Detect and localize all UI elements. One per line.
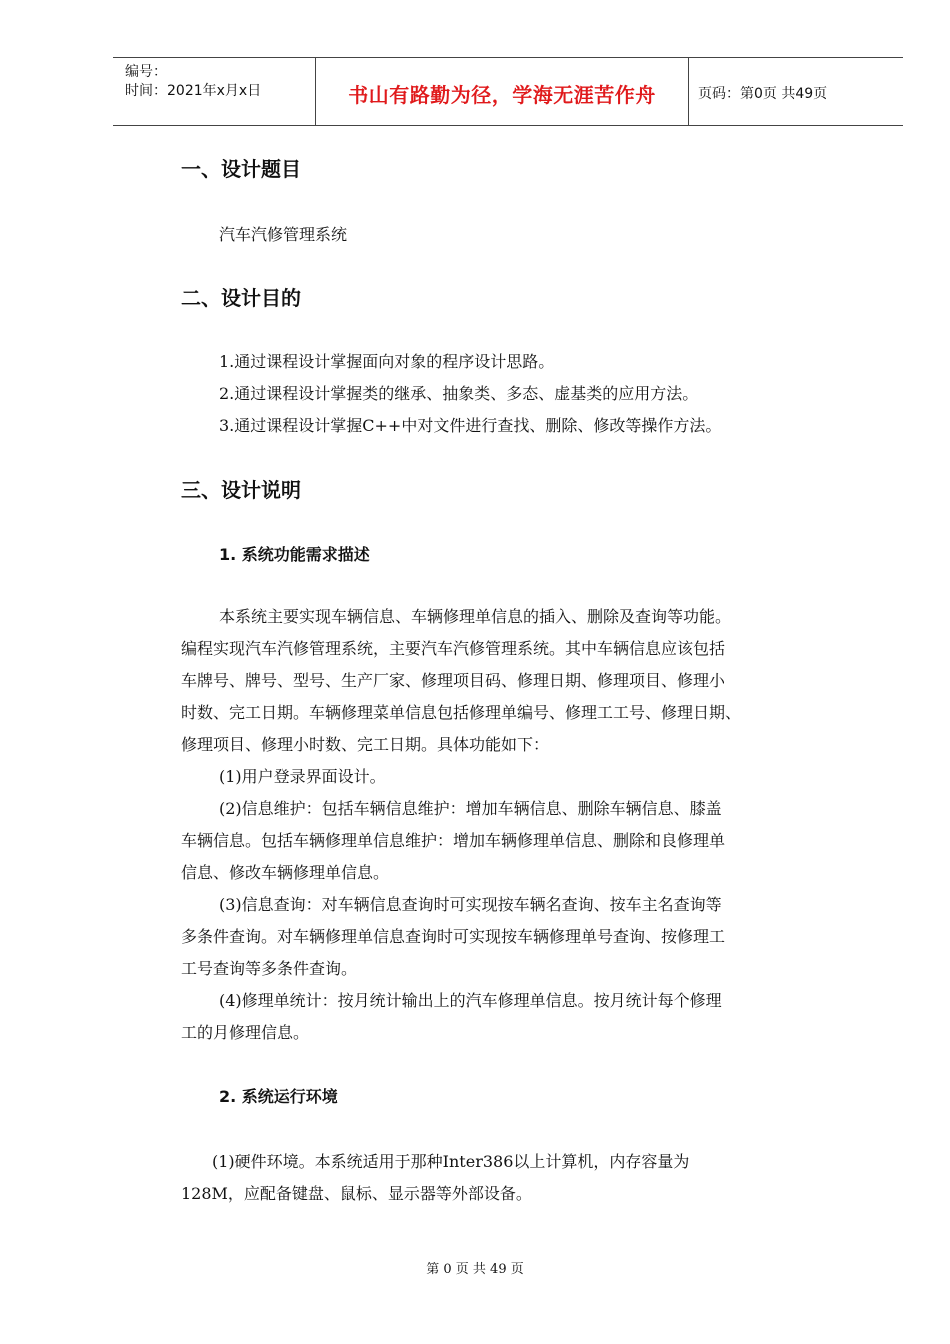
section-title-description: 三、设计说明 — [181, 478, 301, 502]
paragraph-line: 本系统主要实现车辆信息、车辆修理单信息的插入、删除及查询等功能。 — [219, 607, 732, 626]
function-item: (2)信息维护：包括车辆信息维护：增加车辆信息、删除车辆信息、膝盖 — [219, 799, 722, 818]
paragraph-line: 多条件查询。对车辆修理单信息查询时可实现按车辆修理单号查询、按修理工 — [181, 927, 726, 946]
header-meta-cell — [113, 58, 315, 125]
purpose-item: 2.通过课程设计掌握类的继承、抽象类、多态、虚基类的应用方法。 — [219, 384, 699, 403]
paragraph-line: 车牌号、牌号、型号、生产厂家、修理项目码、修理日期、修理项目、修理小 — [181, 671, 726, 690]
function-item: (1)用户登录界面设计。 — [219, 767, 386, 786]
paragraph-line: 编程实现汽车汽修管理系统，主要汽车汽修管理系统。其中车辆信息应该包括 — [181, 639, 726, 658]
purpose-item: 3.通过课程设计掌握C++中对文件进行查找、删除、修改等操作方法。 — [219, 416, 722, 435]
environment-line: (1)硬件环境。本系统适用于那种Inter386以上计算机，内存容量为 — [212, 1152, 690, 1171]
motto-text: 书山有路勤为径，学海无涯苦作舟 — [348, 83, 656, 107]
subsection-title-environment: 2. 系统运行环境 — [219, 1087, 338, 1106]
paragraph-line: 时数、完工日期。车辆修理菜单信息包括修理单编号、修理工工号、修理日期、 — [181, 703, 742, 722]
date-label: 时间：2021年x月x日 — [125, 83, 262, 99]
paragraph-line: 信息、修改车辆修理单信息。 — [181, 863, 390, 882]
paragraph-line: 工的月修理信息。 — [181, 1023, 310, 1042]
page-info: 页码：第0页 共49页 — [698, 86, 828, 102]
paragraph-line: 修理项目、修理小时数、完工日期。具体功能如下： — [181, 735, 550, 754]
header-page-cell — [688, 58, 903, 125]
serial-label: 编号： — [125, 64, 167, 80]
paragraph-line: 车辆信息。包括车辆修理单信息维护：增加车辆修理单信息、删除和良修理单 — [181, 831, 726, 850]
function-item: (3)信息查询：对车辆信息查询时可实现按车辆名查询、按车主名查询等 — [219, 895, 722, 914]
page-footer: 第 0 页 共 49 页 — [426, 1262, 524, 1277]
function-item: (4)修理单统计：按月统计输出上的汽车修理单信息。按月统计每个修理 — [219, 991, 722, 1010]
paragraph-line: 工号查询等多条件查询。 — [181, 959, 358, 978]
section-title-topic: 一、设计题目 — [181, 157, 301, 181]
header-motto-cell — [315, 58, 689, 125]
purpose-item: 1.通过课程设计掌握面向对象的程序设计思路。 — [219, 352, 555, 371]
page-header — [113, 57, 903, 126]
topic-text: 汽车汽修管理系统 — [219, 225, 348, 244]
subsection-title-requirements: 1. 系统功能需求描述 — [219, 545, 370, 564]
section-title-purpose: 二、设计目的 — [181, 286, 301, 310]
environment-line: 128M，应配备键盘、鼠标、显示器等外部设备。 — [181, 1184, 532, 1203]
